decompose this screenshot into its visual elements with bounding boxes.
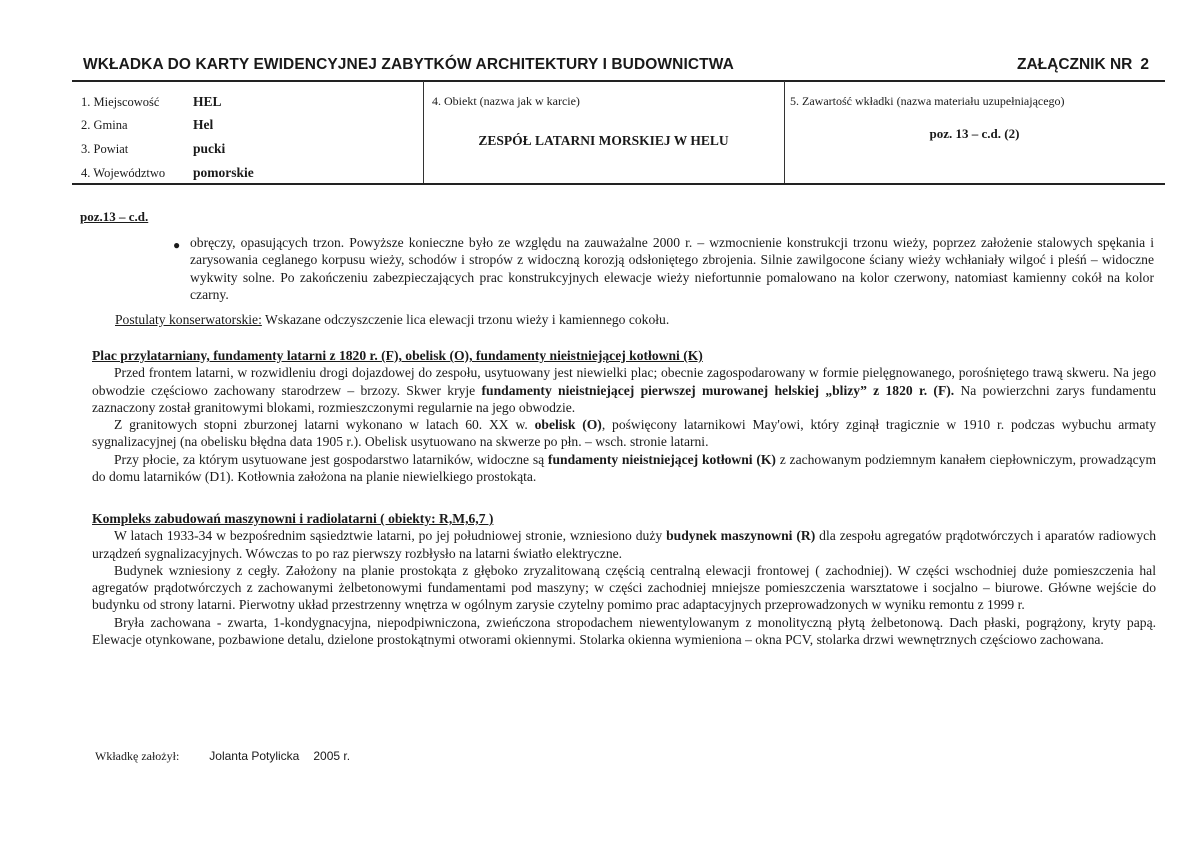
section-paragraph: Budynek wzniesiony z cegły. Założony na planie prostokąta z głęboko zryzalitowaną częścią centralną elewacji frontowej ( zachodniej). W części wschodniej duże pomieszczenia hal agregatów prądotwórczych z zachowanymi żelbetonowymi fundamentami pod maszyny; w części zachodniej mniejsze pomieszczenia warsztatowe i socjalno – biurowe. Główne wejście do budynku od strony latarni. Pierwotny układ przestrzenny wnętrza w ogólnym zarysie czytelny pomimo prac adaptacyjnych przeprowadzonych w wyniku remontu z 1999 r. [92, 562, 1156, 613]
section-machine-room [92, 510, 1156, 648]
location-label: 2. Gmina [81, 118, 128, 132]
section-paragraph [92, 364, 1156, 416]
conservation-postulates [115, 311, 1165, 328]
paragraph-text: W latach 1933-34 w bezpośrednim sąsiedztwie latarni, po jej południowej stronie, wzniesiono duży [114, 528, 667, 544]
location-row-miejscowosc [81, 94, 222, 110]
paragraph-text: , poświęcony latarnikowi May'owi, który zginął tragicznie w 1910 r. podczas wybuchu armaty sygnalizacyjnej (na obelisku błędna data 1905 r.). Obelisk usytuowano na skwerze po płn. – wsch. stronie latarni. [92, 417, 1156, 450]
paragraph-text: Przy płocie, za którym usytuowane jest gospodarstwo latarników, widoczne są [114, 451, 548, 467]
postulates-text: Wskazane odczyszczenie lica elewacji trzonu wieży i kamiennego cokołu. [261, 312, 670, 327]
section-paragraph [92, 527, 1156, 562]
annex-number: 2 [1140, 56, 1149, 73]
paragraph-text: Z granitowych stopni zburzonej latarni wykonano w latach 60. XX w. [114, 417, 535, 433]
paragraph-text: Na powierzchni zarys fundamentu zaznaczony został granitowymi blokami, rozmieszczonymi regularnie na jego obwodzie. [92, 382, 1156, 415]
bullet-icon: ● [173, 238, 181, 252]
location-value: pucki [193, 141, 226, 156]
location-label: 3. Powiat [81, 142, 129, 156]
content-label: 5. Zawartość wkładki (nazwa materiału uzupełniającego) [790, 94, 1065, 108]
annex-label-text: ZAŁĄCZNIK NR [1017, 56, 1133, 73]
header-rule-bottom [72, 183, 1165, 185]
document-title: WKŁADKA DO KARTY EWIDENCYJNEJ ZABYTKÓW ARCHITEKTURY I BUDOWNICTWA [83, 56, 734, 73]
author-name: Jolanta Potylicka [209, 749, 300, 763]
postulates-label: Postulaty konserwatorskie: [115, 312, 262, 327]
footer-label: Wkładkę założył: [95, 749, 180, 763]
content-value: poz. 13 – c.d. (2) [929, 126, 1020, 141]
section-paragraph [92, 416, 1156, 451]
object-label: 4. Obiekt (nazwa jak w karcie) [432, 94, 580, 108]
bullet-paragraph: obręczy, opasujących trzon. Powyższe konieczne było ze względu na zauważalne 2000 r. – wzmocnienie konstrukcji trzonu wieży, poprzez założenie stalowych spękania i zarysowania ceglanego korpusu wieży, schodów i stropów z widoczną korozją odsłoniętego zbrojenia. Silnie zawilgocone ściany wieży wchłaniały wilgoć i pleśń – widoczne wykwity solne. Po zakończeniu zabezpieczających prac konstrukcyjnych elewacje wieży niefortunnie pomalowano na kolor czerwony, natomiast kamienny cokół na kolor czarny. [190, 235, 1154, 302]
paragraph-text: Przed frontem latarni, w rozwidleniu drogi dojazdowej do zespołu, usytuowany jest niewielki plac; obecnie zagospodarowany w formie pielęgnowanego, porośniętego trawą skweru. Na jego obwodzie częściowo zachowany starodrzew – brzozy. Skwer kryje [92, 365, 1156, 398]
location-row-wojewodztwo [81, 165, 254, 181]
location-label: 1. Miejscowość [81, 95, 160, 109]
location-value: pomorskie [193, 165, 254, 180]
location-row-gmina [81, 117, 213, 133]
section-title: Kompleks zabudowań maszynowni i radiolatarni ( obiekty: R,M,6,7 ) [92, 511, 494, 526]
header-rule-top [72, 80, 1165, 82]
location-value: HEL [193, 94, 222, 109]
location-value: Hel [193, 117, 214, 132]
paragraph-bold: budynek maszynowni (R) [666, 528, 816, 544]
annex-label [1017, 56, 1149, 74]
header-divider-1 [423, 81, 424, 183]
footer [95, 749, 350, 764]
paragraph-bold: fundamenty nieistniejącej kotłowni (K) [547, 451, 776, 467]
position-marker: poz.13 – c.d. [80, 209, 149, 224]
location-row-powiat [81, 141, 225, 157]
section-paragraph: Bryła zachowana - zwarta, 1-kondygnacyjna, niepodpiwniczona, zwieńczona stropodachem niewentylowanym z monolityczną płytą żelbetonową. Dach płaski, pogrążony, kryty papą. Elewacje otynkowane, pozbawione detalu, dzielone prostokątnymi otworami okiennymi. Stolarka okienna wymieniona – okna PCV, stolarka drzwi wewnętrznych częściowo zachowana. [92, 614, 1156, 648]
section-paragraph [92, 451, 1156, 486]
footer-year: 2005 r. [313, 749, 351, 763]
paragraph-bold: obelisk (O) [534, 417, 602, 433]
section-title: Plac przylatarniany, fundamenty latarni z 1820 r. (F), obelisk (O), fundamenty nieistniejącej kotłowni (K) [92, 348, 703, 363]
object-name: ZESPÓŁ LATARNI MORSKIEJ W HELU [478, 133, 729, 148]
paragraph-text: dla zespołu agregatów prądotwórczych i aparatów radiowych urządzeń sygnalizacyjnych. Wówczas to po raz pierwszy rozbłysło na latarni światło elektryczne. [92, 528, 1156, 561]
paragraph-text: z zachowanym podziemnym kanałem ciepłowniczym, prowadzącym do domu latarników (D1). Kotłownia założona na planie niewielkiego prostokąta. [92, 451, 1157, 485]
paragraph-bold: fundamenty nieistniejącej pierwszej murowanej helskiej „blizy” z 1820 r. (F). [481, 382, 955, 398]
location-label: 4. Województwo [81, 166, 166, 180]
section-square [92, 347, 1156, 485]
